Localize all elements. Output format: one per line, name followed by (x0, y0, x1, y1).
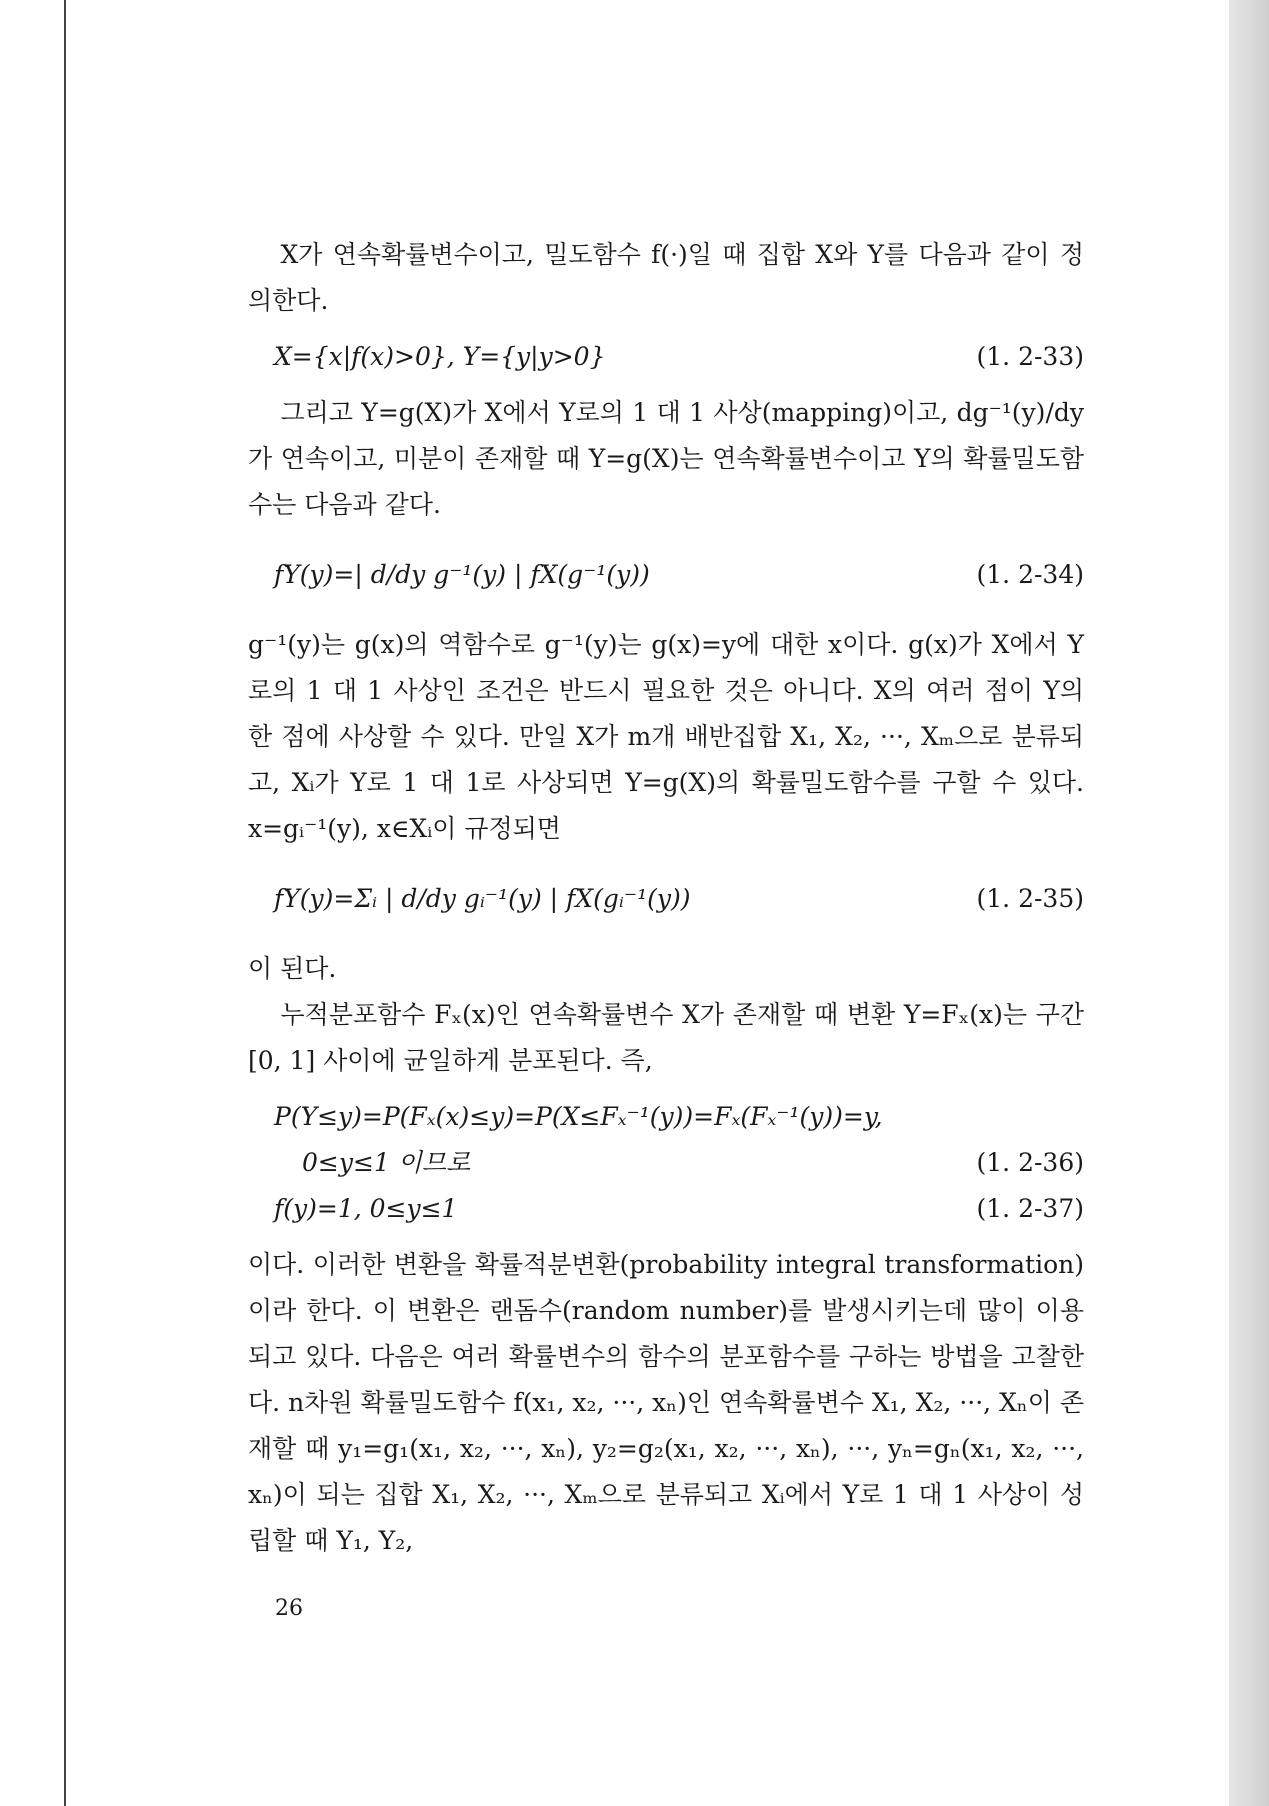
equation-number: (1. 2-34) (976, 560, 1084, 589)
equation-expression: f(y)=1, 0≤y≤1 (274, 1194, 458, 1223)
equation-number: (1. 2-36) (976, 1148, 1084, 1177)
equation-number: (1. 2-35) (976, 884, 1084, 913)
equation-expression: fY(y)=| d/dy g⁻¹(y) | fX(g⁻¹(y)) (274, 560, 650, 589)
page-body (248, 232, 1084, 1564)
equation-1-2-35 (248, 876, 1084, 922)
equation-expression: X={x|f(x)>0}, Y={y|y>0} (274, 342, 606, 371)
equation-1-2-36-line1 (248, 1094, 1084, 1140)
equation-1-2-34 (248, 552, 1084, 598)
paragraph-6: 이다. 이러한 변환을 확률적분변환(probability integral transformation)이라 한다. 이 변환은 랜돔수(random number)를 발생시키는데 많이 이용되고 있다. 다음은 여러 확률변수의 함수의 분포함수를 구하는 방법을 고찰한다. n차원 확률밀도함수 f(x₁, x₂, ···, xₙ)인 연속확률변수 X₁, X₂, ···, Xₙ이 존재할 때 y₁=g₁(x₁, x₂, ···, xₙ), y₂=g₂(x₁, x₂, ···, xₙ), ···, yₙ=gₙ(x₁, x₂, ···, xₙ)이 되는 집합 X₁, X₂, ···, Xₘ으로 분류되고 Xᵢ에서 Y로 1 대 1 사상이 성립할 때 Y₁, Y₂, (248, 1250, 1084, 1555)
page-number: 26 (275, 1596, 303, 1621)
equation-1-2-37 (248, 1186, 1084, 1232)
equation-number: (1. 2-37) (976, 1194, 1084, 1223)
paragraph-5: 누적분포함수 Fₓ(x)인 연속확률변수 X가 존재할 때 변환 Y=Fₓ(x)는 구간[0, 1] 사이에 균일하게 분포된다. 즉, (248, 1000, 1084, 1075)
equation-expression: P(Y≤y)=P(Fₓ(x)≤y)=P(X≤Fₓ⁻¹(y))=Fₓ(Fₓ⁻¹(y))=y, (274, 1102, 883, 1131)
equation-expression: 0≤y≤1 이므로 (302, 1148, 471, 1177)
equation-1-2-36 (248, 1140, 1084, 1186)
equation-number: (1. 2-33) (976, 342, 1084, 371)
paragraph-1: X가 연속확률변수이고, 밀도함수 f(·)일 때 집합 X와 Y를 다음과 같이 정의한다. (248, 240, 1084, 315)
equation-1-2-33 (248, 334, 1084, 380)
page-edge-shadow (1229, 0, 1269, 1806)
paragraph-2: 그리고 Y=g(X)가 X에서 Y로의 1 대 1 사상(mapping)이고, dg⁻¹(y)/dy가 연속이고, 미분이 존재할 때 Y=g(X)는 연속확률변수이고 Y의 확률밀도함수는 다음과 같다. (248, 398, 1084, 519)
paragraph-4: 이 된다. (248, 954, 337, 983)
equation-expression: fY(y)=Σᵢ | d/dy gᵢ⁻¹(y) | fX(gᵢ⁻¹(y)) (274, 884, 691, 913)
paragraph-3: g⁻¹(y)는 g(x)의 역함수로 g⁻¹(y)는 g(x)=y에 대한 x이다. g(x)가 X에서 Y로의 1 대 1 사상인 조건은 반드시 필요한 것은 아니다. X의 여러 점이 Y의 한 점에 사상할 수 있다. 만일 X가 m개 배반집합 X₁, X₂, ···, Xₘ으로 분류되고, Xᵢ가 Y로 1 대 1로 사상되면 Y=g(X)의 확률밀도함수를 구할 수 있다. x=gᵢ⁻¹(y), x∈Xᵢ이 규정되면 (248, 630, 1084, 843)
